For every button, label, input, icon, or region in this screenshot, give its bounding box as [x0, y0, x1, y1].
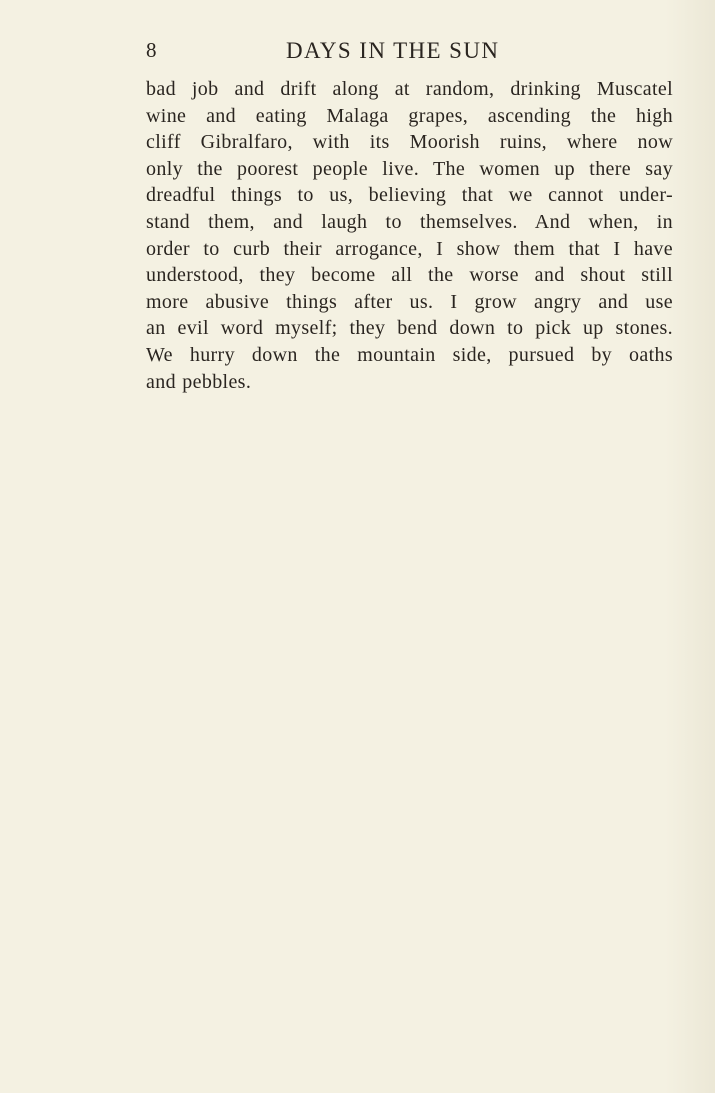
- text-line: wine and eating Malaga grapes, ascending the high: [146, 104, 673, 127]
- body-text: [146, 76, 673, 395]
- running-head: [146, 38, 673, 68]
- text-line: and pebbles.: [146, 370, 252, 393]
- text-line: only the poorest people live. The women up there say: [146, 157, 673, 180]
- running-title: DAYS IN THE SUN: [286, 38, 500, 63]
- text-line: cliff Gibralfaro, with its Moorish ruins, where now: [146, 131, 673, 154]
- text-line: an evil word myself; they bend down to pick up stones.: [146, 317, 673, 340]
- text-line: dreadful things to us, believing that we cannot under-: [146, 184, 673, 207]
- text-line: more abusive things after us. I grow angry and use: [146, 290, 673, 313]
- text-line: understood, they become all the worse and shout still: [146, 264, 673, 287]
- page-number: 8: [146, 38, 157, 62]
- text-line: We hurry down the mountain side, pursued by oaths: [146, 343, 673, 366]
- text-line: order to curb their arrogance, I show them that I have: [146, 237, 673, 260]
- text-line: stand them, and laugh to themselves. And when, in: [146, 210, 673, 233]
- text-line: bad job and drift along at random, drinking Muscatel: [146, 78, 673, 100]
